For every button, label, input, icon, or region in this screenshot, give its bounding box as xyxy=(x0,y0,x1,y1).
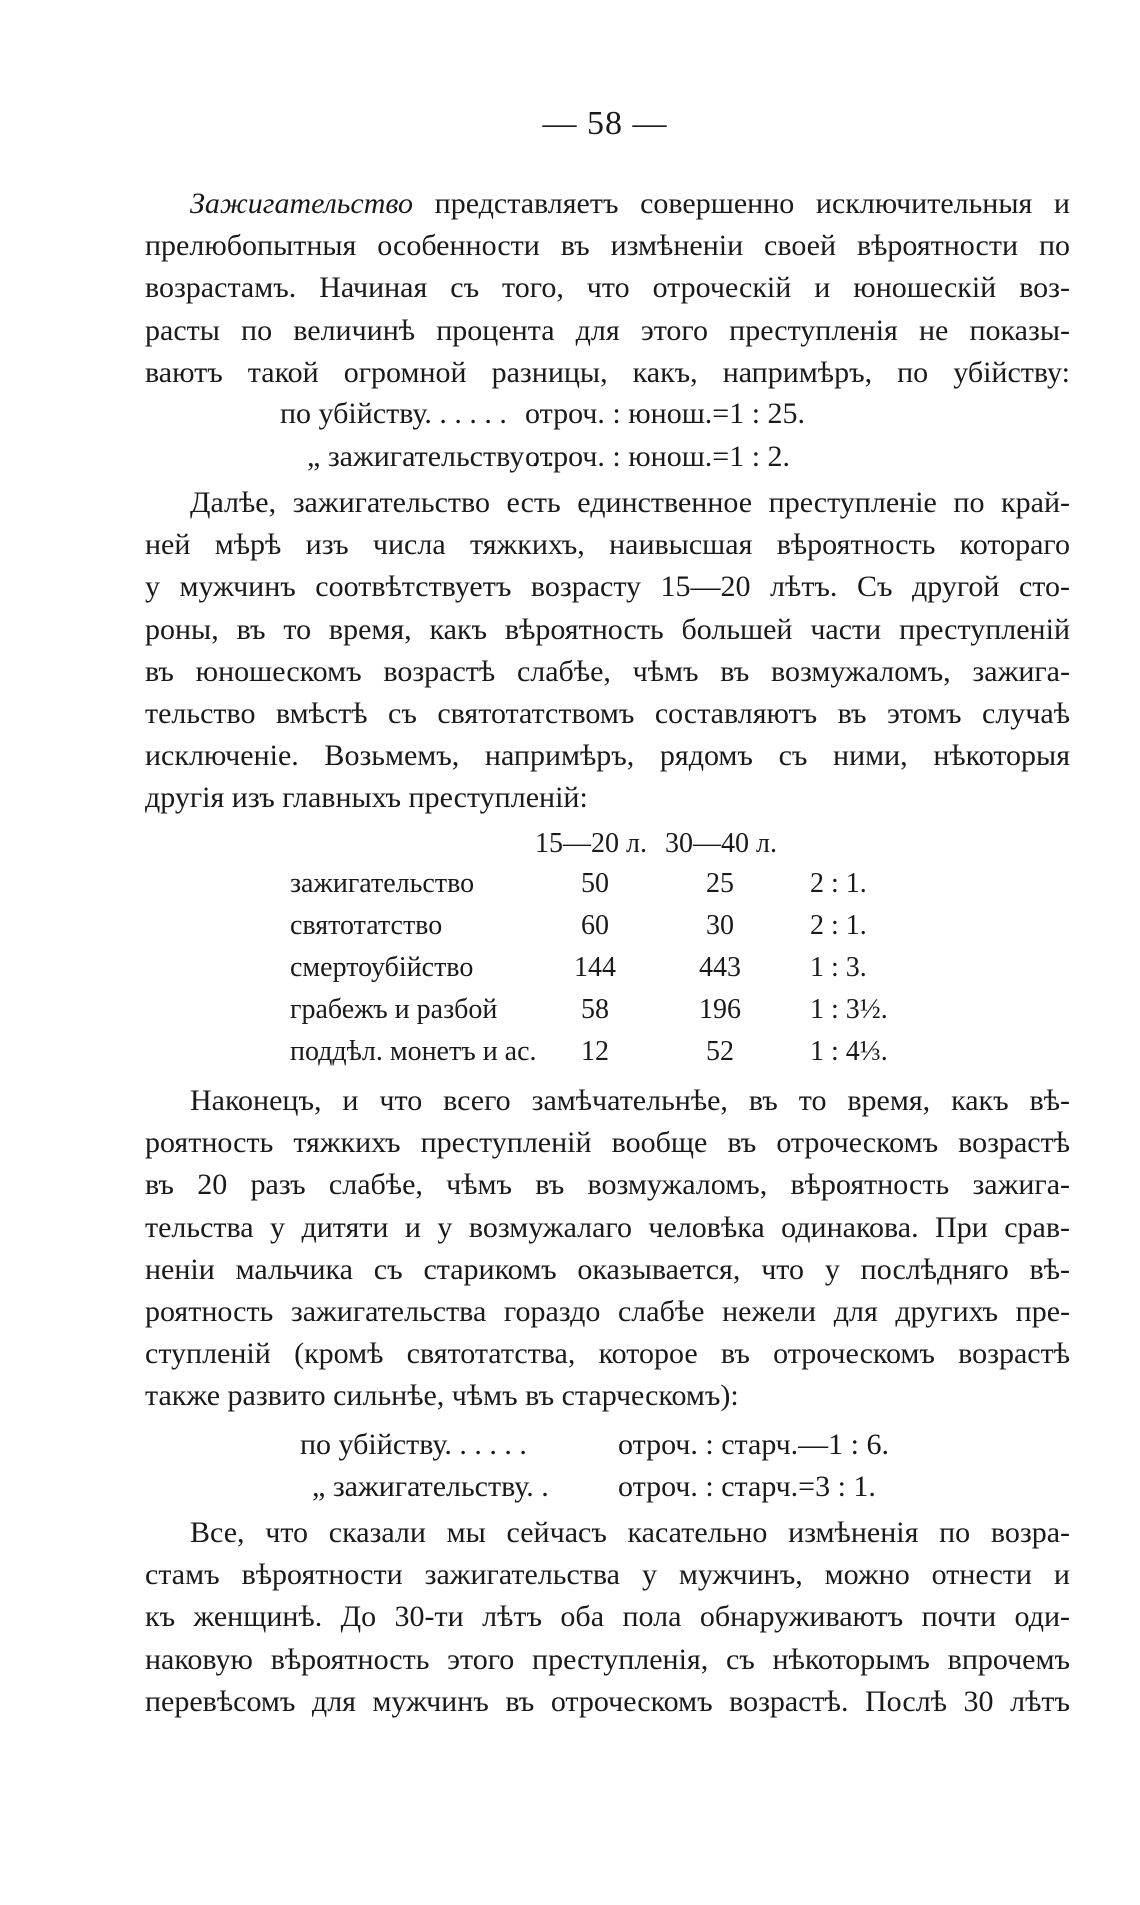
page-number: — 58 — xyxy=(542,105,668,142)
comparison-line xyxy=(307,440,790,474)
table-cell-ratio: 2 : 1. xyxy=(810,868,867,899)
text-line: тельство вмѣстѣ съ святотатствомъ составляютъ въ этомъ случаѣ xyxy=(145,696,1070,730)
table-cell-name: святотатство xyxy=(290,910,443,941)
comparison-line xyxy=(300,1428,889,1462)
text-line: въ 20 разъ слабѣе, чѣмъ въ возмужаломъ, вѣроятность зажига- xyxy=(145,1168,1070,1202)
text-line: въ юношескомъ возрастѣ слабѣе, чѣмъ въ возмужаломъ, зажига- xyxy=(145,654,1070,688)
text-line: ступленій (кромѣ святотатства, которое въ отроческомъ возрастѣ xyxy=(145,1337,1070,1371)
paragraph-4 xyxy=(145,1512,1070,1723)
text-line: роятность зажигательства гораздо слабѣе нежели для другихъ пре- xyxy=(145,1294,1070,1328)
paragraph-1 xyxy=(145,183,1070,394)
table-cell-value: 52 xyxy=(706,1036,734,1067)
comparison-label: по убійству. . . . . . xyxy=(300,1428,527,1461)
table-cell-ratio: 1 : 3½. xyxy=(810,994,888,1025)
table-header: 15—20 л. xyxy=(535,828,647,859)
text-line: возрастамъ. Начиная съ того, что отроческій и юношескій воз- xyxy=(145,271,1070,305)
table-cell-ratio: 1 : 3. xyxy=(810,952,867,983)
text-line-rest: представляетъ совершенно исключительныя и xyxy=(434,187,1070,220)
table-cell-value: 144 xyxy=(574,952,616,983)
comparison-label: по убійству. . . . . . xyxy=(280,397,507,430)
text-line: другія изъ главныхъ преступленій: xyxy=(145,781,588,815)
table-cell-value: 50 xyxy=(581,868,609,899)
table-cell-name: зажигательство xyxy=(290,868,475,899)
comparison-ratio: отроч. : юнош.=1 : 25. xyxy=(525,397,806,430)
text-line: къ женщинѣ. До 30-ти лѣтъ оба пола обнаруживаютъ почти оди- xyxy=(145,1600,1070,1634)
table-cell-value: 60 xyxy=(581,910,609,941)
table-cell-value: 25 xyxy=(706,868,734,899)
text-line: Далѣе, зажигательство есть единственное преступленіе по край- xyxy=(190,486,1070,519)
comparison-ratio: отроч. : старч.=3 : 1. xyxy=(618,1470,876,1503)
table-cell-ratio: 2 : 1. xyxy=(810,910,867,941)
text-line: прелюбопытныя особенности въ измѣненіи своей вѣроятности по xyxy=(145,229,1070,263)
comparison-line xyxy=(312,1470,876,1504)
text-line: стамъ вѣроятности зажигательства у мужчинъ, можно отнести и xyxy=(145,1558,1070,1592)
paragraph-2 xyxy=(145,482,1070,820)
text-line: роны, въ то время, какъ вѣроятность большей части преступленій xyxy=(145,612,1070,646)
text-line: роятность тяжкихъ преступленій вообще въ отроческомъ возрастѣ xyxy=(145,1126,1070,1160)
text-line: перевѣсомъ для мужчинъ въ отроческомъ возрастѣ. Послѣ 30 лѣтъ xyxy=(145,1684,1070,1718)
text-line: наковую вѣроятность этого преступленія, съ нѣкоторымъ впрочемъ xyxy=(145,1642,1070,1676)
table-cell-name: поддѣл. монетъ и ас. xyxy=(290,1036,537,1067)
paragraph-3 xyxy=(145,1080,1070,1418)
text-line: исключеніе. Возьмемъ, напримѣръ, рядомъ съ ними, нѣкоторыя xyxy=(145,739,1070,773)
table-cell-name: смертоубійство xyxy=(290,952,474,983)
text-line: неніи мальчика съ старикомъ оказывается, что у послѣдняго вѣ- xyxy=(145,1252,1070,1286)
comparison-line xyxy=(280,397,805,431)
table-cell-value: 30 xyxy=(706,910,734,941)
text-line xyxy=(145,183,1070,225)
comparison-label: „ зажигательству. . xyxy=(312,1470,549,1503)
text-line: расты по величинѣ процента для этого преступленія не показы- xyxy=(145,313,1070,347)
text-line: тельства у дитяти и у возмужалаго человѣка одинакова. При срав- xyxy=(145,1210,1070,1244)
table-cell-value: 443 xyxy=(699,952,741,983)
table-cell-value: 12 xyxy=(581,1036,609,1067)
table-cell-value: 196 xyxy=(699,994,741,1025)
text-line: также развито сильнѣе, чѣмъ въ старческомъ): xyxy=(145,1379,739,1413)
comparison-ratio: отроч. : старч.—1 : 6. xyxy=(618,1428,890,1461)
comparison-label: „ зажигательству . . xyxy=(307,440,555,473)
text-line: у мужчинъ соотвѣтствуетъ возрасту 15—20 лѣтъ. Съ другой сто- xyxy=(145,570,1070,604)
table-cell-ratio: 1 : 4⅓. xyxy=(810,1036,888,1067)
comparison-ratio: отроч. : юнош.=1 : 2. xyxy=(525,440,791,473)
text-line: Наконецъ, и что всего замѣчательнѣе, въ то время, какъ вѣ- xyxy=(190,1084,1070,1117)
text-line: ней мѣрѣ изъ числа тяжкихъ, наивысшая вѣроятность котораго xyxy=(145,528,1070,562)
table-cell-value: 58 xyxy=(581,994,609,1025)
table-cell-name: грабежъ и разбой xyxy=(290,994,498,1025)
table-header: 30—40 л. xyxy=(665,828,777,859)
text-line: Все, что сказали мы сейчасъ касательно измѣненія по возра- xyxy=(190,1516,1070,1549)
italic-term: Зажигательство xyxy=(190,187,414,220)
text-line: ваютъ такой огромной разницы, какъ, напримѣръ, по убійству: xyxy=(145,355,1070,389)
